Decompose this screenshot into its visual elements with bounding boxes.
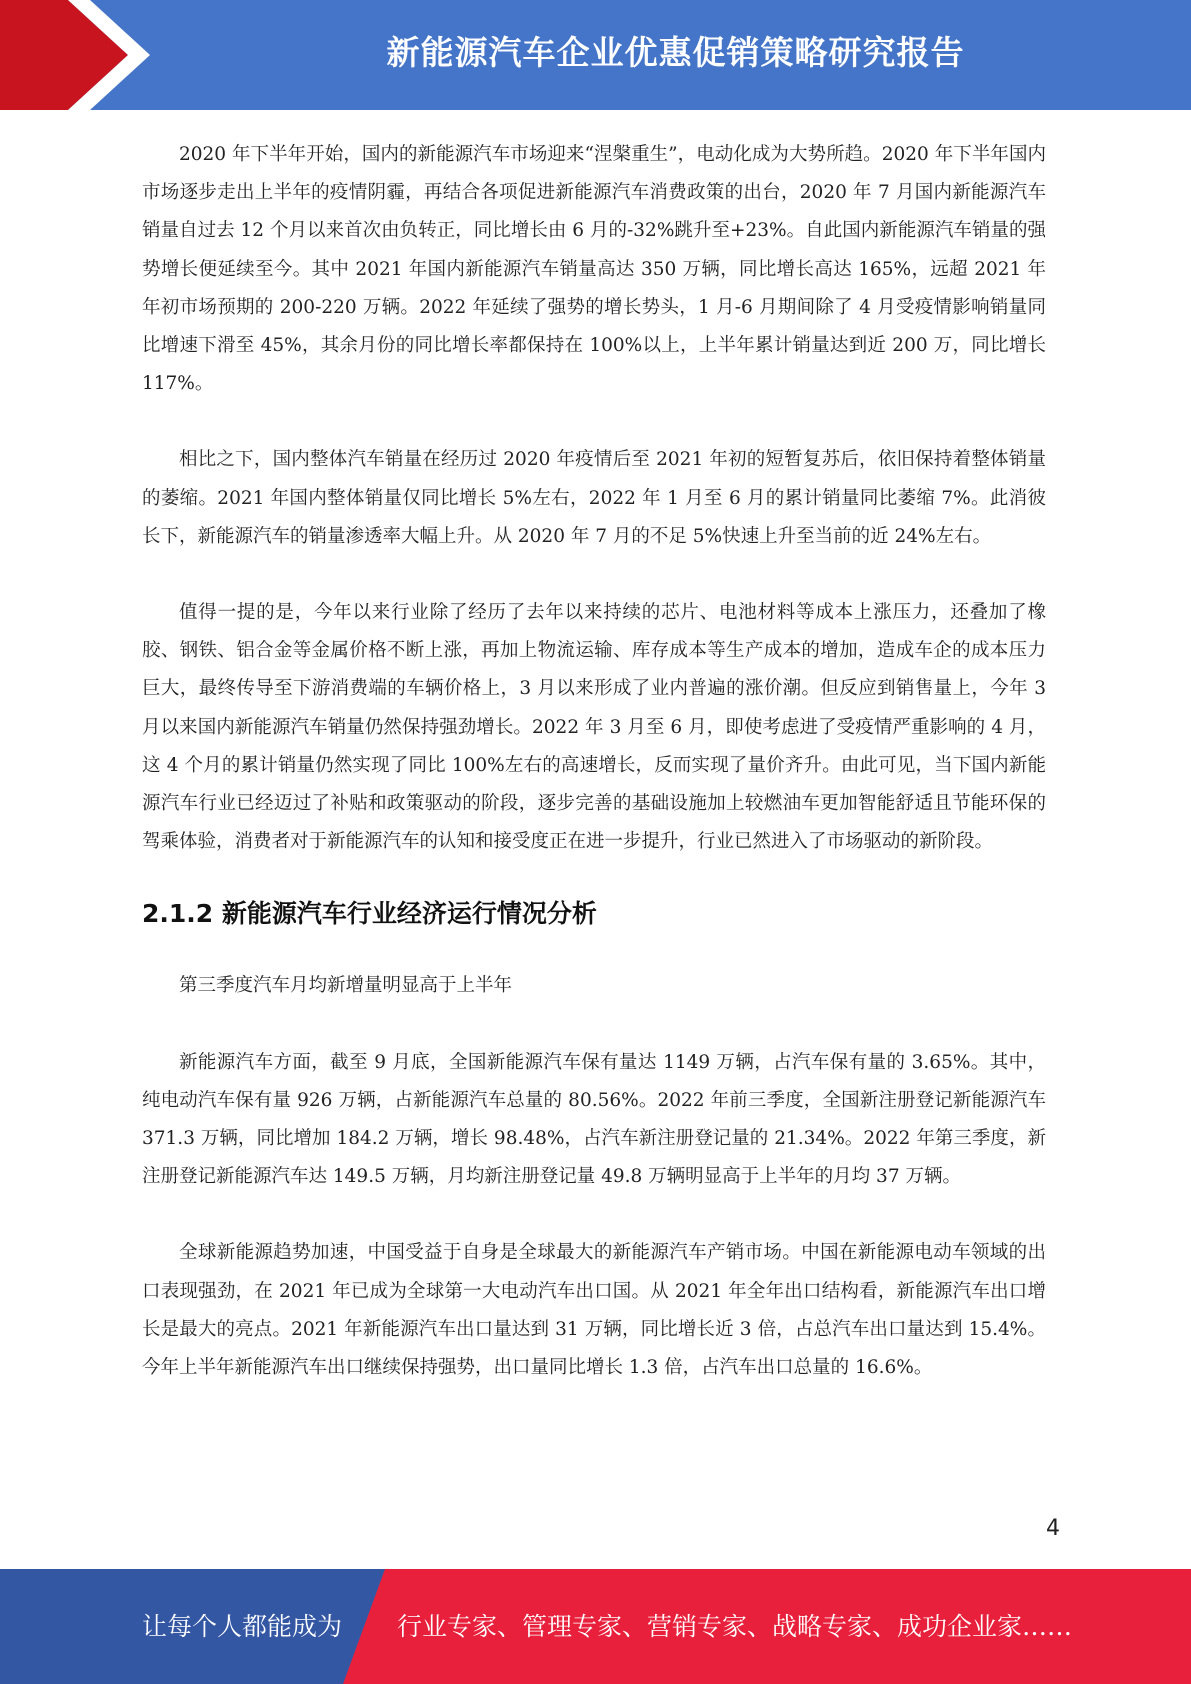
footer-roles: 行业专家、管理专家、营销专家、战略专家、成功企业家…… <box>397 1612 1073 1641</box>
paragraph: 相比之下，国内整体汽车销量在经历过 2020 年疫情后至 2021 年初的短暂复苏后，依旧保持着整体销量的萎缩。2021 年国内整体销量仅同比增长 5%左右，2022 年 1 月至 6 月的累计销量同比萎缩 7%。此消彼长下，新能源汽车的销量渗透率大幅上升。从 2020 年 7 月的不足 5%快速上升至当前的近 24%左右。 <box>142 449 1046 547</box>
page-header <box>0 0 1191 110</box>
report-title: 新能源汽车企业优惠促销策略研究报告 <box>386 33 965 72</box>
main-content <box>142 136 1046 1387</box>
header-arrow-icon <box>0 0 160 110</box>
paragraph: 全球新能源趋势加速，中国受益于自身是全球最大的新能源汽车产销市场。中国在新能源电动车领域的出口表现强劲，在 2021 年已成为全球第一大电动汽车出口国。从 2021 年全年出口结构看，新能源汽车出口增长是最大的亮点。2021 年新能源汽车出口量达到 31 万辆，同比增长近 3 倍，占总汽车出口量达到 15.4%。今年上半年新能源汽车出口继续保持强势，出口量同比增长 1.3 倍，占汽车出口总量的 16.6%。 <box>142 1242 1046 1379</box>
footer-slogan: 让每个人都能成为 <box>142 1612 343 1641</box>
paragraph: 2020 年下半年开始，国内的新能源汽车市场迎来“涅槃重生”，电动化成为大势所趋。2020 年下半年国内市场逐步走出上半年的疫情阴霾，再结合各项促进新能源汽车消费政策的出台，2020 年 7 月国内新能源汽车销量自过去 12 个月以来首次由负转正，同比增长由 6 月的-32%跳升至+23%。自此国内新能源汽车销量的强势增长便延续至今。其中 2021 年国内新能源汽车销量高达 350 万辆，同比增长高达 165%，远超 2021 年年初市场预期的 200-220 万辆。2022 年延续了强势的增长势头，1 月-6 月期间除了 4 月受疫情影响销量同比增速下滑至 45%，其余月份的同比增长率都保持在 100%以上，上半年累计销量达到近 200 万，同比增长 117%。 <box>142 144 1046 395</box>
paragraph: 新能源汽车方面，截至 9 月底，全国新能源汽车保有量达 1149 万辆，占汽车保有量的 3.65%。其中，纯电动汽车保有量 926 万辆，占新能源汽车总量的 80.56%。2022 年前三季度，全国新注册登记新能源汽车 371.3 万辆，同比增加 184.2 万辆，增长 98.48%，占汽车新注册登记量的 21.34%。2022 年第三季度，新注册登记新能源汽车达 149.5 万辆，月均新注册登记量 49.8 万辆明显高于上半年的月均 37 万辆。 <box>142 1051 1046 1188</box>
section-heading: 2.1.2 新能源汽车行业经济运行情况分析 <box>142 899 597 929</box>
subheading: 第三季度汽车月均新增量明显高于上半年 <box>179 975 513 997</box>
page-number: 4 <box>1046 1516 1060 1541</box>
page-footer <box>0 1569 1191 1684</box>
paragraph: 值得一提的是，今年以来行业除了经历了去年以来持续的芯片、电池材料等成本上涨压力，还叠加了橡胶、钢铁、铝合金等金属价格不断上涨，再加上物流运输、库存成本等生产成本的增加，造成车企的成本压力巨大，最终传导至下游消费端的车辆价格上，3 月以来形成了业内普遍的涨价潮。但反应到销售量上，今年 3 月以来国内新能源汽车销量仍然保持强劲增长。2022 年 3 月至 6 月，即使考虑进了受疫情严重影响的 4 月，这 4 个月的累计销量仍然实现了同比 100%左右的高速增长，反而实现了量价齐升。由此可见，当下国内新能源汽车行业已经迈过了补贴和政策驱动的阶段，逐步完善的基础设施加上较燃油车更加智能舒适且节能环保的驾乘体验，消费者对于新能源汽车的认知和接受度正在进一步提升，行业已然进入了市场驱动的新阶段。 <box>142 602 1046 853</box>
